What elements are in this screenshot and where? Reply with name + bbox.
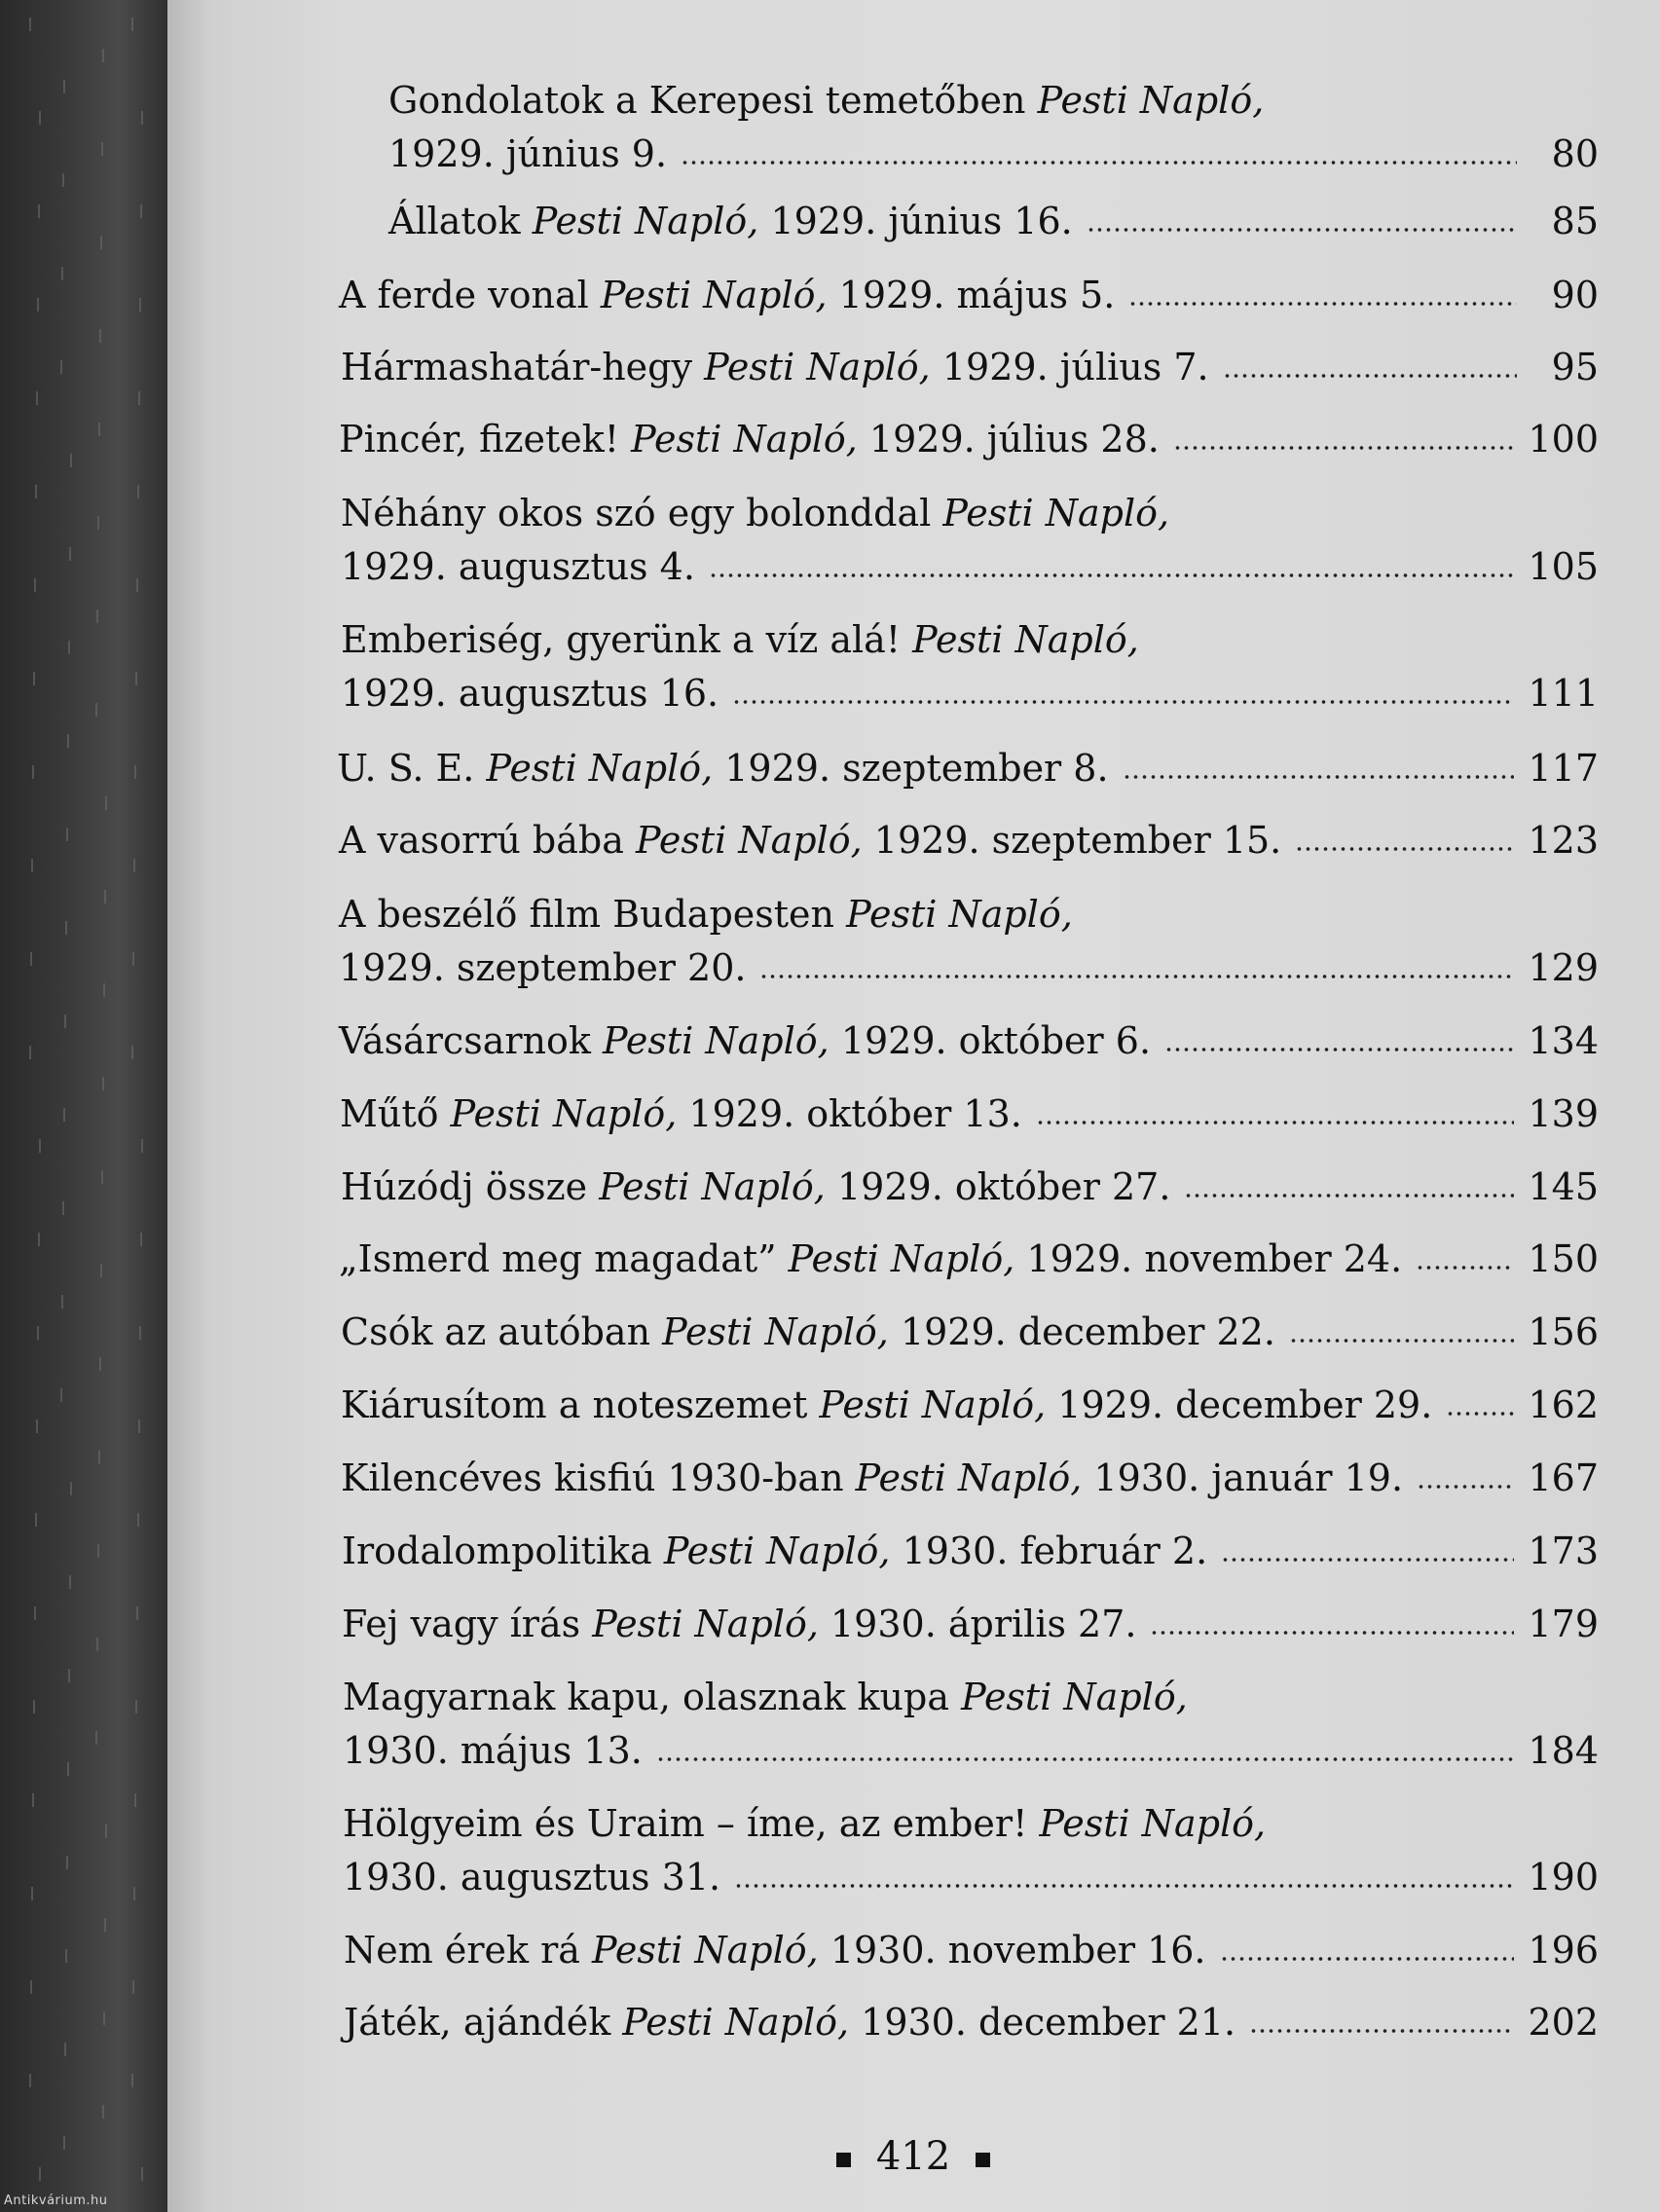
spine-texture xyxy=(99,1357,101,1371)
leader-dots xyxy=(681,129,1517,166)
toc-entry-line xyxy=(339,1014,1599,1068)
table-of-contents xyxy=(167,0,1659,2212)
spine-texture xyxy=(131,2074,133,2087)
toc-page-number: 80 xyxy=(1551,132,1599,175)
spine-texture xyxy=(31,1887,33,1900)
spine-texture xyxy=(29,18,31,31)
toc-entry-line xyxy=(341,613,1599,667)
toc-date: 1929. december 22. xyxy=(900,1310,1275,1353)
spine-texture xyxy=(140,204,142,218)
toc-entry-line xyxy=(339,888,1599,941)
spine-texture xyxy=(133,859,135,872)
toc-entry xyxy=(341,1306,1599,1359)
toc-page-number: 105 xyxy=(1528,545,1599,588)
toc-page-number: 156 xyxy=(1528,1310,1599,1353)
spine-texture xyxy=(33,1700,35,1714)
toc-title: Műtő xyxy=(340,1092,439,1135)
toc-title: „Ismerd meg magadat” xyxy=(339,1237,777,1280)
toc-date: 1930. augusztus 31. xyxy=(343,1856,721,1899)
toc-entry xyxy=(339,1233,1599,1286)
toc-title: Hármashatár-hegy xyxy=(341,346,692,388)
toc-entry-line xyxy=(341,667,1599,720)
leader-dots xyxy=(1128,271,1517,308)
toc-entry-line xyxy=(341,341,1599,394)
toc-entry-line xyxy=(341,1452,1599,1505)
toc-entry xyxy=(340,1088,1599,1141)
toc-date: 1929. november 24. xyxy=(1026,1237,1403,1280)
toc-entry xyxy=(341,613,1599,720)
toc-page-number: 184 xyxy=(1528,1729,1599,1772)
leader-dots xyxy=(734,1853,1514,1890)
toc-title: Állatok xyxy=(388,200,521,242)
toc-page-number: 179 xyxy=(1528,1603,1599,1645)
spine-texture xyxy=(96,609,98,623)
toc-source: Pesti Napló, xyxy=(663,1530,891,1572)
spine-texture xyxy=(134,1793,136,1807)
spine-texture xyxy=(37,298,39,312)
toc-page-number: 90 xyxy=(1551,274,1599,316)
spine-texture xyxy=(136,578,138,592)
spine-texture xyxy=(70,1482,72,1495)
toc-title: Kilencéves kisfiú 1930-ban xyxy=(341,1456,844,1499)
leader-dots xyxy=(1289,1308,1515,1345)
spine-texture xyxy=(31,859,33,872)
toc-title: Hölgyeim és Uraim – íme, az ember! xyxy=(343,1802,1028,1845)
spine-texture xyxy=(37,1326,39,1340)
toc-title: Nem érek rá xyxy=(344,1929,580,1972)
toc-entry xyxy=(339,413,1599,466)
toc-source: Pesti Napló, xyxy=(1039,1802,1267,1845)
toc-page-number: 139 xyxy=(1528,1092,1599,1135)
toc-page-number: 117 xyxy=(1528,747,1599,790)
toc-date: 1929. június 16. xyxy=(770,200,1073,242)
toc-source: Pesti Napló, xyxy=(592,1603,819,1645)
toc-entry xyxy=(342,1598,1599,1651)
toc-source: Pesti Napló, xyxy=(450,1092,678,1135)
toc-entry xyxy=(344,1996,1599,2049)
toc-entry-line xyxy=(339,269,1599,322)
toc-page-number: 162 xyxy=(1528,1383,1599,1426)
toc-date: 1929. július 28. xyxy=(868,418,1160,461)
square-bullet-icon xyxy=(976,2153,990,2167)
toc-date: 1929. október 6. xyxy=(840,1019,1152,1062)
square-bullet-icon xyxy=(836,2153,851,2167)
spine-texture xyxy=(140,1233,142,1246)
toc-entry-line xyxy=(342,1598,1599,1651)
leader-dots xyxy=(759,943,1514,980)
toc-page-number: 190 xyxy=(1528,1856,1599,1899)
toc-entry xyxy=(341,1379,1599,1432)
leader-dots xyxy=(1173,415,1515,452)
spine-texture xyxy=(101,1170,103,1184)
toc-source: Pesti Napló, xyxy=(1037,79,1265,122)
spine-texture xyxy=(29,1046,31,1059)
leader-dots xyxy=(1446,1381,1514,1418)
toc-entry-line xyxy=(341,1379,1599,1432)
toc-entry-line xyxy=(341,540,1599,594)
spine-texture xyxy=(64,1014,66,1028)
spine-texture xyxy=(65,1949,67,1963)
toc-source: Pesti Napló, xyxy=(599,1165,826,1208)
toc-source: Pesti Napló, xyxy=(819,1383,1047,1426)
spine-texture xyxy=(132,952,134,966)
toc-title: Pincér, fizetek! xyxy=(339,418,620,461)
toc-entry-line xyxy=(339,941,1599,995)
spine-texture xyxy=(100,236,102,249)
toc-source: Pesti Napló, xyxy=(942,492,1170,535)
spine-texture xyxy=(67,1762,69,1776)
spine-texture xyxy=(36,391,38,405)
toc-entry-line xyxy=(337,742,1599,795)
spine-texture xyxy=(103,2011,105,2025)
toc-source: Pesti Napló, xyxy=(486,747,714,790)
spine-texture xyxy=(64,2043,66,2056)
toc-date: 1930. november 16. xyxy=(830,1929,1206,1972)
toc-source: Pesti Napló, xyxy=(788,1237,1015,1280)
toc-date: 1929. december 29. xyxy=(1057,1383,1433,1426)
toc-page-number: 145 xyxy=(1528,1165,1599,1208)
spine-texture xyxy=(39,1139,41,1153)
spine-texture xyxy=(69,1575,71,1589)
toc-entry xyxy=(342,1525,1599,1578)
toc-entry xyxy=(339,888,1599,995)
spine-texture xyxy=(138,1419,140,1433)
spine-texture xyxy=(138,391,140,405)
leader-dots xyxy=(1417,1454,1514,1491)
spine-texture xyxy=(132,1980,134,1994)
toc-entry xyxy=(388,195,1599,248)
spine-texture xyxy=(102,1077,104,1090)
spine-texture xyxy=(30,952,32,966)
toc-date: 1929. szeptember 20. xyxy=(339,946,747,989)
toc-title: Magyarnak kapu, olasznak kupa xyxy=(343,1676,949,1718)
toc-page-number: 150 xyxy=(1528,1237,1599,1280)
spine-texture xyxy=(98,423,100,436)
toc-page-number: 100 xyxy=(1528,418,1599,461)
toc-entry xyxy=(341,1452,1599,1505)
toc-date: 1930. január 19. xyxy=(1093,1456,1404,1499)
leader-dots xyxy=(709,542,1515,579)
spine-texture xyxy=(139,298,141,312)
toc-page-number: 129 xyxy=(1528,946,1599,989)
toc-entry-line xyxy=(388,128,1599,181)
toc-date: 1929. augusztus 16. xyxy=(341,672,719,715)
toc-page-number: 85 xyxy=(1551,200,1599,242)
spine-texture xyxy=(38,204,40,218)
toc-title: Emberiség, gyerünk a víz alá! xyxy=(341,618,902,661)
toc-entry-line xyxy=(343,1797,1599,1851)
toc-date: 1929. július 7. xyxy=(941,346,1209,388)
toc-page-number: 173 xyxy=(1528,1530,1599,1572)
toc-title: U. S. E. xyxy=(337,747,475,790)
toc-page-number: 134 xyxy=(1528,1019,1599,1062)
spine-texture xyxy=(139,1326,141,1340)
spine-texture xyxy=(69,547,71,561)
toc-entry-line xyxy=(339,1233,1599,1286)
toc-source: Pesti Napló, xyxy=(603,1019,830,1062)
toc-date: 1930. február 2. xyxy=(902,1530,1208,1572)
toc-title: A ferde vonal xyxy=(339,274,589,316)
toc-title: Húzódj össze xyxy=(341,1165,588,1208)
spine-texture xyxy=(104,1918,106,1932)
leader-dots xyxy=(656,1726,1515,1763)
toc-entry-line xyxy=(343,1851,1599,1904)
toc-date: 1929. május 5. xyxy=(838,274,1116,316)
spine-texture xyxy=(137,1513,139,1527)
book-spine xyxy=(0,0,170,2212)
toc-source: Pesti Napló, xyxy=(631,418,858,461)
toc-date: 1930. december 21. xyxy=(861,2001,1236,2044)
spine-texture xyxy=(105,796,107,810)
leader-dots xyxy=(1416,1235,1514,1272)
toc-source: Pesti Napló, xyxy=(912,618,1139,661)
toc-source: Pesti Napló, xyxy=(532,200,759,242)
toc-page-number: 167 xyxy=(1528,1456,1599,1499)
spine-texture xyxy=(32,765,34,779)
spine-texture xyxy=(38,1233,40,1246)
leader-dots xyxy=(1249,1998,1514,2035)
leader-dots xyxy=(1036,1089,1515,1126)
toc-source: Pesti Napló, xyxy=(846,893,1073,936)
spine-texture xyxy=(62,173,64,187)
spine-texture xyxy=(30,1980,32,1994)
toc-entry xyxy=(339,814,1599,867)
spine-texture xyxy=(134,765,136,779)
toc-source: Pesti Napló, xyxy=(855,1456,1083,1499)
spine-texture xyxy=(97,1544,99,1558)
toc-entry xyxy=(339,269,1599,322)
toc-page-number: 111 xyxy=(1528,672,1599,715)
spine-texture xyxy=(66,1856,68,1869)
spine-texture xyxy=(65,921,67,935)
toc-entry xyxy=(341,1161,1599,1214)
toc-entry-line xyxy=(388,195,1599,248)
toc-title: Gondolatok a Kerepesi temetőben xyxy=(388,79,1026,122)
toc-date: 1929. szeptember 8. xyxy=(724,747,1109,790)
spine-texture xyxy=(96,1638,98,1651)
leader-dots xyxy=(1220,1926,1515,1963)
toc-date: 1929. szeptember 15. xyxy=(873,819,1282,862)
toc-date: 1929. június 9. xyxy=(388,132,668,175)
spine-texture xyxy=(33,672,35,685)
toc-entry xyxy=(341,341,1599,394)
leader-dots xyxy=(1150,1600,1514,1637)
toc-title: Játék, ajándék xyxy=(344,2001,611,2044)
leader-dots xyxy=(1164,1016,1514,1053)
toc-entry-line xyxy=(344,1924,1599,1977)
toc-entry-line xyxy=(341,487,1599,540)
toc-entry xyxy=(343,1797,1599,1904)
toc-date: 1929. október 13. xyxy=(688,1092,1022,1135)
spine-texture xyxy=(35,485,37,498)
spine-texture xyxy=(131,1046,133,1059)
toc-entry-line xyxy=(341,1306,1599,1359)
spine-texture xyxy=(68,641,70,654)
spine-texture xyxy=(66,828,68,841)
page-number: 412 xyxy=(875,2134,951,2179)
spine-texture xyxy=(34,578,36,592)
spine-texture xyxy=(135,672,137,685)
spine-texture xyxy=(105,1825,107,1838)
toc-page-number: 95 xyxy=(1551,346,1599,388)
leader-dots xyxy=(1087,197,1517,234)
spine-texture xyxy=(39,111,41,125)
spine-texture xyxy=(67,734,69,748)
toc-source: Pesti Napló, xyxy=(662,1310,889,1353)
toc-title: Csók az autóban xyxy=(341,1310,651,1353)
spine-texture xyxy=(60,360,62,374)
toc-source: Pesti Napló, xyxy=(961,1676,1188,1718)
leader-dots xyxy=(1223,343,1517,380)
spine-texture xyxy=(34,1606,36,1620)
toc-entry-line xyxy=(340,1088,1599,1141)
spine-texture xyxy=(102,2105,104,2119)
toc-entry-line xyxy=(343,1671,1599,1724)
leader-dots xyxy=(1221,1527,1514,1564)
spine-texture xyxy=(97,516,99,530)
spine-texture xyxy=(104,890,106,903)
toc-entry-line xyxy=(341,1161,1599,1214)
leader-dots xyxy=(1295,816,1514,853)
toc-entry xyxy=(388,74,1599,181)
toc-entry-line xyxy=(388,74,1599,128)
toc-page-number: 202 xyxy=(1528,2001,1599,2044)
toc-title: A beszélő film Budapesten xyxy=(339,893,834,936)
spine-texture xyxy=(99,329,101,343)
spine-texture xyxy=(61,267,63,280)
toc-date: 1930. május 13. xyxy=(343,1729,643,1772)
toc-date: 1929. október 27. xyxy=(836,1165,1171,1208)
toc-entry xyxy=(343,1671,1599,1778)
spine-texture xyxy=(61,1295,63,1309)
toc-entry-line xyxy=(339,413,1599,466)
toc-source: Pesti Napló, xyxy=(600,274,828,316)
toc-entry-line xyxy=(342,1525,1599,1578)
toc-entry-line xyxy=(343,1724,1599,1778)
spine-texture xyxy=(39,2167,41,2181)
spine-texture xyxy=(101,142,103,156)
spine-texture xyxy=(141,1139,143,1153)
toc-date: 1930. április 27. xyxy=(830,1603,1137,1645)
spine-texture xyxy=(136,1606,138,1620)
book-page xyxy=(167,0,1659,2212)
spine-texture xyxy=(100,1264,102,1277)
toc-title: Néhány okos szó egy bolonddal xyxy=(341,492,932,535)
spine-texture xyxy=(98,1451,100,1464)
spine-texture xyxy=(32,1793,34,1807)
toc-entry xyxy=(341,487,1599,594)
toc-entry xyxy=(344,1924,1599,1977)
toc-title: Fej vagy írás xyxy=(342,1603,581,1645)
toc-source: Pesti Napló, xyxy=(635,819,863,862)
toc-entry-line xyxy=(339,814,1599,867)
toc-entry-line xyxy=(344,1996,1599,2049)
spine-texture xyxy=(63,1108,65,1122)
toc-title: Kiárusítom a noteszemet xyxy=(341,1383,808,1426)
spine-texture xyxy=(135,1700,137,1714)
leader-dots xyxy=(732,669,1514,706)
spine-texture xyxy=(62,1201,64,1215)
watermark: Antikvárium.hu xyxy=(4,2194,108,2208)
toc-page-number: 196 xyxy=(1528,1929,1599,1972)
spine-texture xyxy=(131,18,133,31)
spine-texture xyxy=(95,1731,97,1745)
spine-texture xyxy=(60,1388,62,1402)
spine-texture xyxy=(35,1513,37,1527)
spine-texture xyxy=(137,485,139,498)
toc-entry xyxy=(337,742,1599,795)
spine-texture xyxy=(95,703,97,717)
toc-title: A vasorrú bába xyxy=(339,819,624,862)
spine-texture xyxy=(133,1887,135,1900)
toc-date: 1929. augusztus 4. xyxy=(341,545,695,588)
leader-dots xyxy=(1184,1162,1514,1199)
spine-texture xyxy=(36,1419,38,1433)
toc-page-number: 123 xyxy=(1528,819,1599,862)
spine-texture xyxy=(68,1669,70,1682)
toc-title: Vásárcsarnok xyxy=(339,1019,591,1062)
toc-source: Pesti Napló, xyxy=(622,2001,850,2044)
spine-texture xyxy=(141,2167,143,2181)
spine-texture xyxy=(103,983,105,997)
toc-source: Pesti Napló, xyxy=(592,1929,819,1972)
page-footer xyxy=(167,2134,1659,2179)
spine-texture xyxy=(63,2136,65,2150)
leader-dots xyxy=(1123,744,1515,781)
toc-title: Irodalompolitika xyxy=(342,1530,652,1572)
spine-texture xyxy=(70,454,72,467)
spine-texture xyxy=(102,49,104,62)
spine-texture xyxy=(29,2074,31,2087)
toc-source: Pesti Napló, xyxy=(704,346,931,388)
spine-texture xyxy=(63,80,65,93)
spine-texture xyxy=(141,111,143,125)
toc-entry xyxy=(339,1014,1599,1068)
